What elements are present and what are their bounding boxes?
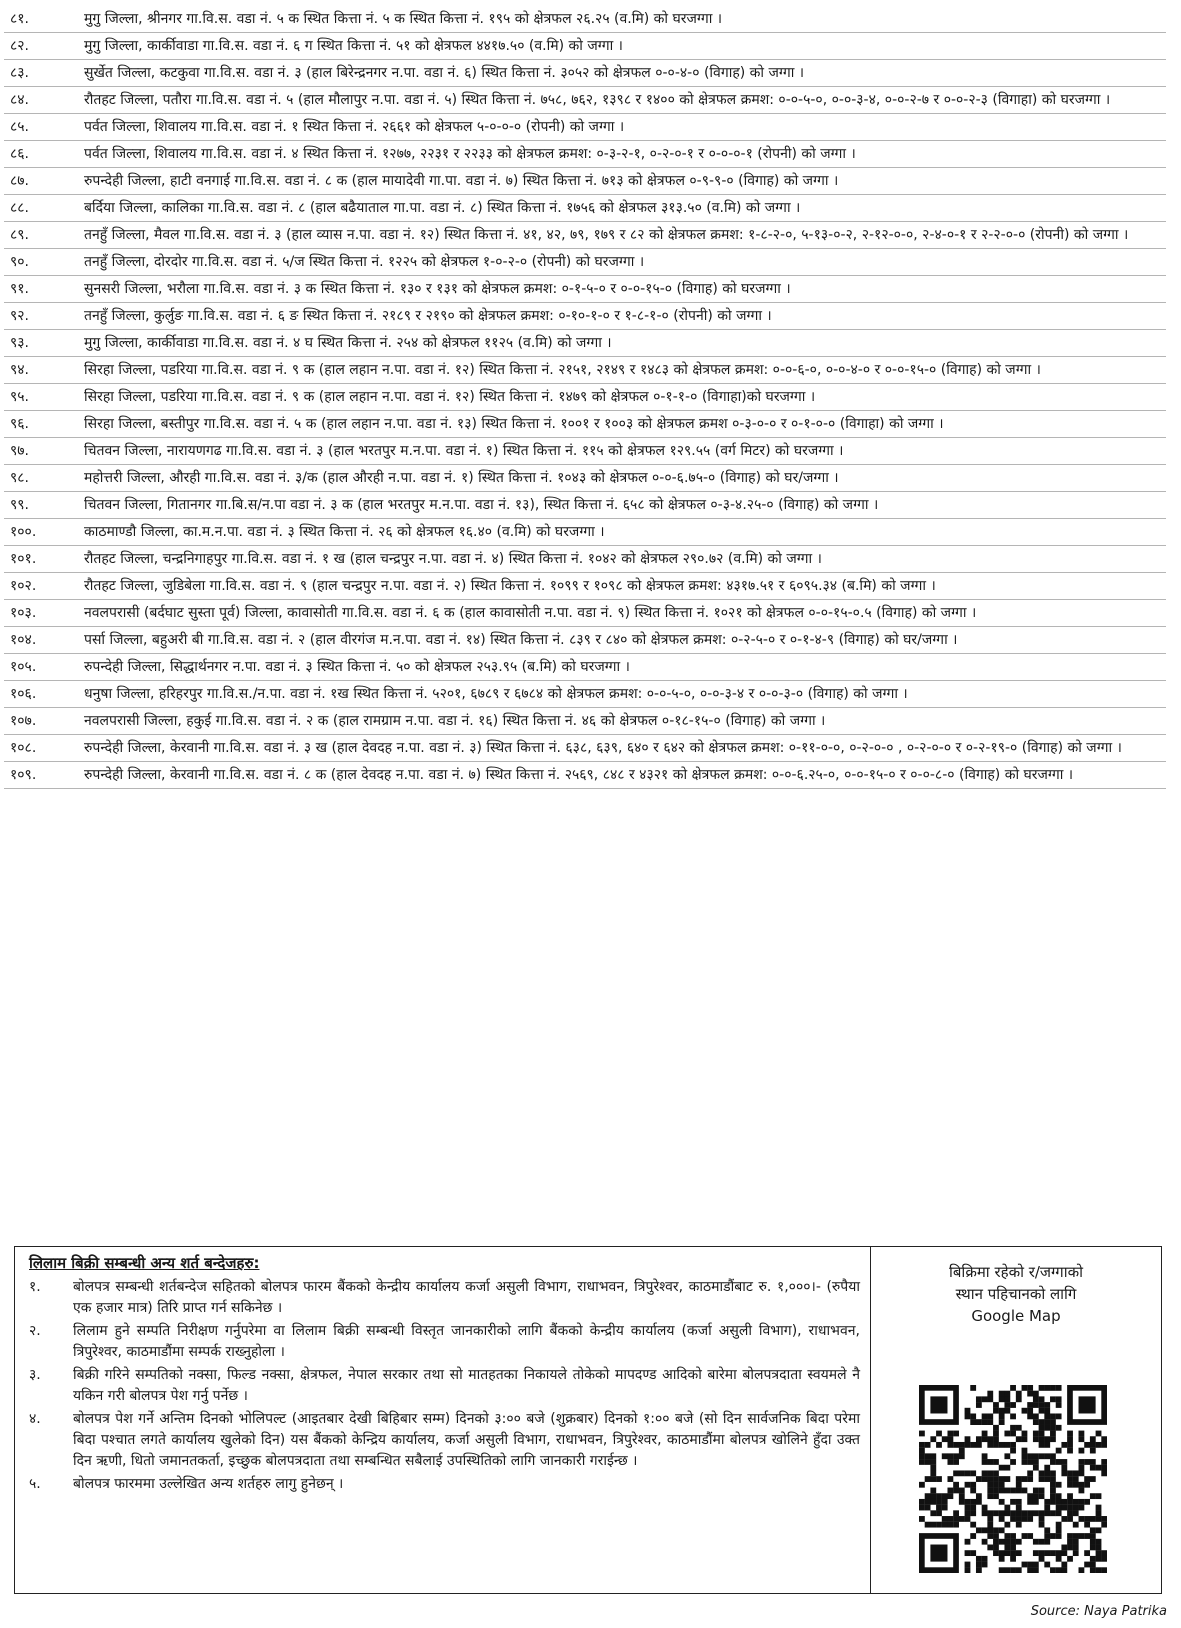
- list-item-number: ९६.: [10, 416, 30, 432]
- list-item-number: १०५.: [10, 659, 37, 675]
- list-item-text: चितवन जिल्ला, गितानगर गा.बि.स/न.पा वडा नं. ३ क (हाल भरतपुर म.न.पा. वडा नं. १३), स्थित कित्ता नं. ६५८ को क्षेत्रफल ०-३-४.२५-० (विगाह) को जग्गा ।: [84, 497, 879, 513]
- list-item-number: ८५.: [10, 119, 30, 135]
- list-item-text: रुपन्देही जिल्ला, केरवानी गा.वि.स. वडा नं. ३ ख (हाल देवदह न.पा. वडा नं. ३) स्थित कित्ता नं. ६३८, ६३९, ६४० र ६४२ को क्षेत्रफल क्रमश: ०-११-०-०, ०-२-०-० , ०-२-०-० र ०-२-१९-० (विगाह) को जग्गा ।: [84, 740, 1122, 756]
- list-item: [4, 168, 1166, 195]
- list-item: [4, 6, 1166, 33]
- list-item: [4, 411, 1166, 438]
- list-item-text: मुगु जिल्ला, श्रीनगर गा.वि.स. वडा नं. ५ क स्थित कित्ता नं. ५ क स्थित कित्ता नं. १९५ को क्षेत्रफल २६.२५ (व.मि) को घरजग्गा ।: [84, 11, 723, 27]
- list-item: [4, 519, 1166, 546]
- list-item-text: पर्वत जिल्ला, शिवालय गा.वि.स. वडा नं. १ स्थित कित्ता नं. २६६१ को क्षेत्रफल ५-०-०-० (रोपनी) को जग्गा ।: [84, 119, 625, 135]
- terms-heading: लिलाम बिक्री सम्बन्धी अन्य शर्त बन्देजहरु:: [29, 1254, 260, 1272]
- list-item-number: ९४.: [10, 362, 30, 378]
- term-item: [29, 1277, 860, 1319]
- list-item-text: रुपन्देही जिल्ला, केरवानी गा.वि.स. वडा नं. ८ क (हाल देवदह न.पा. वडा नं. ७) स्थित कित्ता नं. २५६९, ८४८ र ४३२१ को क्षेत्रफल क्रमश: ०-०-६.२५-०, ०-०-१५-० र ०-०-८-० (विगाह) को घरजग्गा ।: [84, 767, 1074, 783]
- list-item: [4, 654, 1166, 681]
- list-item: [4, 492, 1166, 519]
- list-item-text: नवलपरासी जिल्ला, हकुई गा.वि.स. वडा नं. २ क (हाल रामग्राम न.पा. वडा नं. १६) स्थित कित्ता नं. ४६ को क्षेत्रफल ०-१८-१५-० (विगाह) को जग्गा ।: [84, 713, 826, 729]
- list-item: [4, 573, 1166, 600]
- term-item: [29, 1474, 860, 1495]
- term-number: २.: [29, 1323, 41, 1339]
- list-item-text: धनुषा जिल्ला, हरिहरपुर गा.वि.स./न.पा. वडा नं. १ख स्थित कित्ता नं. ५२०१, ६७८९ र ६७८४ को क्षेत्रफल क्रमश: ०-०-५-०, ०-०-३-४ र ०-०-३-० (विगाह) को जग्गा ।: [84, 686, 908, 702]
- list-item: [4, 735, 1166, 762]
- list-item: [4, 681, 1166, 708]
- property-list: [4, 6, 1166, 789]
- list-item-number: ८१.: [10, 11, 30, 27]
- list-item-number: ८८.: [10, 200, 30, 216]
- list-item-number: ९२.: [10, 308, 30, 324]
- list-item: [4, 384, 1166, 411]
- list-item-text: पर्वत जिल्ला, शिवालय गा.वि.स. वडा नं. ४ स्थित कित्ता नं. १२७७, २२३१ र २२३३ को क्षेत्रफल क्रमश: ०-३-२-१, ०-२-०-१ र ०-०-०-१ (रोपनी) को जग्गा ।: [84, 146, 856, 162]
- list-item: [4, 708, 1166, 735]
- list-item-number: ८२.: [10, 38, 30, 54]
- term-number: १.: [29, 1279, 41, 1295]
- list-item-number: ८७.: [10, 173, 30, 189]
- list-item-number: ८६.: [10, 146, 30, 162]
- list-item-text: नवलपरासी (बर्दघाट सुस्ता पूर्व) जिल्ला, कावासोती गा.वि.स. वडा नं. ६ क (हाल कावासोती न.पा. वडा नं. ९) स्थित कित्ता नं. १०२१ को क्षेत्रफल ०-०-१५-०.५ (विगाह) को जग्गा ।: [84, 605, 977, 621]
- list-item: [4, 600, 1166, 627]
- list-item-number: ९९.: [10, 497, 30, 513]
- list-item-number: १०७.: [10, 713, 37, 729]
- list-item-text: रुपन्देही जिल्ला, हाटी वनगाई गा.वि.स. वडा नं. ८ क (हाल मायादेवी गा.पा. वडा नं. ७) स्थित कित्ता नं. ७१३ को क्षेत्रफल ०-९-९-० (विगाह) को जग्गा ।: [84, 173, 839, 189]
- list-item-text: सुर्खेत जिल्ला, कटकुवा गा.वि.स. वडा नं. ३ (हाल बिरेन्द्रनगर न.पा. वडा नं. ६) स्थित कित्ता नं. ३०५२ को क्षेत्रफल ०-०-४-० (विगाह) को जग्गा ।: [84, 65, 805, 81]
- list-item: [4, 276, 1166, 303]
- term-text: बोलपत्र पेश गर्ने अन्तिम दिनको भोलिपल्ट (आइतबार देखी बिहिबार सम्म) दिनको ३:०० बजे (शुक्रबार) दिनको १:०० बजे (सो दिन सार्वजनिक बिदा परेमा बिदा पश्चात लगते कार्यालय खुलेको दिन) यस बैंकको केन्द्रिय कार्यालय, कर्जा असुली विभाग, राधाभवन, त्रिपुरेश्वर, काठमाडौंमा बोलपत्र खोलिने हुँदा उक्त दिन ऋणी, धितो जमानतकर्ता, इच्छुक बोलपत्रदाता तथा सम्बन्धित सबैलाई उपस्थितिको लागि जानकारी गराईन्छ ।: [73, 1411, 860, 1469]
- term-text: लिलाम हुने सम्पति निरीक्षण गर्नुपरेमा वा लिलाम बिक्री सम्बन्धी विस्तृत जानकारीको लागि बैंकको केन्द्रीय कार्यालय (कर्जा असुली विभाग), राधाभवन, त्रिपुरेश्वर, काठमाडौंमा सम्पर्क राख्नुहोला ।: [73, 1323, 860, 1360]
- list-item: [4, 249, 1166, 276]
- list-item-text: सुनसरी जिल्ला, भरौला गा.वि.स. वडा नं. ३ क स्थित कित्ता नं. १३० र १३१ को क्षेत्रफल क्रमश: ०-१-५-० र ०-०-१५-० (विगाह) को घरजग्गा ।: [84, 281, 791, 297]
- list-item-number: १०३.: [10, 605, 37, 621]
- map-caption-line-2: स्थान पहिचानको लागि: [955, 1285, 1077, 1303]
- term-number: ५.: [29, 1476, 41, 1492]
- google-map-section: [871, 1247, 1161, 1593]
- list-item: [4, 762, 1166, 789]
- list-item: [4, 303, 1166, 330]
- term-text: बोलपत्र सम्बन्धी शर्तबन्देज सहितको बोलपत्र फारम बैंकको केन्द्रीय कार्यालय कर्जा असुली विभाग, राधाभवन, त्रिपुरेश्वर, काठमाडौंबाट रु. १,०००।- (रुपैया एक हजार मात्र) तिरि प्राप्त गर्न सकिनेछ ।: [73, 1279, 860, 1316]
- list-item: [4, 330, 1166, 357]
- qr-code-icon[interactable]: [919, 1385, 1107, 1573]
- list-item: [4, 357, 1166, 384]
- map-caption-line-3: Google Map: [971, 1307, 1061, 1325]
- map-caption: [881, 1261, 1151, 1327]
- term-text: बिक्री गरिने सम्पतिको नक्सा, फिल्ड नक्सा, क्षेत्रफल, नेपाल सरकार तथा सो मातहतका निकायले तोकेको मापदण्ड आदिको बारेमा बोलपत्रदाता स्वयमले नै यकिन गरी बोलपत्र पेश गर्नु पर्नेछ ।: [73, 1367, 860, 1404]
- list-item-text: रौतहट जिल्ला, चन्द्रनिगाहपुर गा.वि.स. वडा नं. १ ख (हाल चन्द्रपुर न.पा. वडा नं. ४) स्थित कित्ता नं. १०४२ को क्षेत्रफल २९०.७२ (व.मि) को जग्गा ।: [84, 551, 822, 567]
- term-text: बोलपत्र फारममा उल्लेखित अन्य शर्तहरु लागु हुनेछन् ।: [73, 1476, 344, 1492]
- list-item-text: रौतहट जिल्ला, जुडिबेला गा.वि.स. वडा नं. ९ (हाल चन्द्रपुर न.पा. वडा नं. २) स्थित कित्ता नं. १०९९ र १०९८ को क्षेत्रफल क्रमश: ४३१७.५१ र ६०९५.३४ (ब.मि) को जग्गा ।: [84, 578, 936, 594]
- list-item-text: काठमाण्डौ जिल्ला, का.म.न.पा. वडा नं. ३ स्थित कित्ता नं. २६ को क्षेत्रफल १६.४० (व.मि) को घरजग्गा ।: [84, 524, 605, 540]
- list-item: [4, 465, 1166, 492]
- list-item-number: १०६.: [10, 686, 37, 702]
- term-item: [29, 1321, 860, 1363]
- list-item-number: ९१.: [10, 281, 30, 297]
- list-item-number: १००.: [10, 524, 37, 540]
- list-item-number: १०४.: [10, 632, 37, 648]
- list-item-number: ९५.: [10, 389, 30, 405]
- list-item-text: पर्सा जिल्ला, बहुअरी बी गा.वि.स. वडा नं. २ (हाल वीरगंज म.न.पा. वडा नं. १४) स्थित कित्ता नं. ८३९ र ८४० को क्षेत्रफल क्रमश: ०-२-५-० र ०-१-४-९ (विगाह) को घर/जग्गा ।: [84, 632, 958, 648]
- list-item-text: चितवन जिल्ला, नारायणगढ गा.वि.स. वडा नं. ३ (हाल भरतपुर म.न.पा. वडा नं. १) स्थित कित्ता नं. ११५ को क्षेत्रफल १२९.५५ (वर्ग मिटर) को घरजग्गा ।: [84, 443, 844, 459]
- list-item-text: मुगु जिल्ला, कार्कीवाडा गा.वि.स. वडा नं. ६ ग स्थित कित्ता नं. ५१ को क्षेत्रफल ४४१७.५० (व.मि) को जग्गा ।: [84, 38, 623, 54]
- list-item-text: तनहुँ जिल्ला, मैवल गा.वि.स. वडा नं. ३ (हाल व्यास न.पा. वडा नं. १२) स्थित कित्ता नं. ४१, ४२, ७९, १७९ र ८२ को क्षेत्रफल क्रमश: १-८-२-०, ५-१३-०-२, २-१२-०-०, २-४-०-१ र २-२-०-० (रोपनी) को जग्गा ।: [84, 227, 1129, 243]
- list-item: [4, 627, 1166, 654]
- list-item-number: ८४.: [10, 92, 30, 108]
- list-item-number: ९३.: [10, 335, 30, 351]
- list-item-text: तनहुँ जिल्ला, कुर्लुङ गा.वि.स. वडा नं. ६ ङ स्थित कित्ता नं. २१८९ र २१९० को क्षेत्रफल क्रमश: ०-१०-१-० र १-८-१-० (रोपनी) को जग्गा ।: [84, 308, 772, 324]
- source-credit: Source: Naya Patrika: [1030, 1604, 1167, 1619]
- terms-box: [14, 1246, 1162, 1594]
- list-item-number: ८३.: [10, 65, 30, 81]
- list-item-text: रुपन्देही जिल्ला, सिद्धार्थनगर न.पा. वडा नं. ३ स्थित कित्ता नं. ५० को क्षेत्रफल २५३.९५ (ब.मि) को घरजग्गा ।: [84, 659, 630, 675]
- list-item-number: १०१.: [10, 551, 37, 567]
- term-item: [29, 1365, 860, 1407]
- list-item-number: १०२.: [10, 578, 37, 594]
- list-item-number: १०८.: [10, 740, 37, 756]
- list-item-number: ९७.: [10, 443, 30, 459]
- map-caption-line-1: बिक्रिमा रहेको र/जग्गाको: [948, 1263, 1084, 1281]
- list-item: [4, 438, 1166, 465]
- list-item-text: तनहुँ जिल्ला, दोरदोर गा.वि.स. वडा नं. ५/ज स्थित कित्ता नं. १२२५ को क्षेत्रफल १-०-२-० (रोपनी) को घरजग्गा ।: [84, 254, 645, 270]
- term-number: ४.: [29, 1411, 41, 1427]
- list-item: [4, 60, 1166, 87]
- terms-list: [15, 1277, 870, 1495]
- list-item-text: मुगु जिल्ला, कार्कीवाडा गा.वि.स. वडा नं. ४ घ स्थित कित्ता नं. २५४ को क्षेत्रफल ११२५ (व.मि) को जग्गा ।: [84, 335, 612, 351]
- list-item-text: सिरहा जिल्ला, पडरिया गा.वि.स. वडा नं. ९ क (हाल लहान न.पा. वडा नं. १२) स्थित कित्ता नं. १४७९ को क्षेत्रफल ०-१-१-० (विगाहा)को घरजग्गा ।: [84, 389, 816, 405]
- terms-section: [15, 1247, 871, 1593]
- term-number: ३.: [29, 1367, 41, 1383]
- list-item-number: ९८.: [10, 470, 30, 486]
- list-item-text: रौतहट जिल्ला, पतौरा गा.वि.स. वडा नं. ५ (हाल मौलापुर न.पा. वडा नं. ५) स्थित कित्ता नं. ७५८, ७६२, १३९८ र १४०० को क्षेत्रफल क्रमश: ०-०-५-०, ०-०-३-४, ०-०-२-७ र ०-०-२-३ (विगाहा) को घरजग्गा ।: [84, 92, 1111, 108]
- list-item-number: ९०.: [10, 254, 30, 270]
- list-item-number: १०९.: [10, 767, 37, 783]
- list-item: [4, 141, 1166, 168]
- list-item: [4, 33, 1166, 60]
- list-item: [4, 195, 1166, 222]
- list-item-text: सिरहा जिल्ला, बस्तीपुर गा.वि.स. वडा नं. ५ क (हाल लहान न.पा. वडा नं. १३) स्थित कित्ता नं. १००१ र १००३ को क्षेत्रफल क्रमश ०-३-०-० र ०-१-०-० (विगाहा) को जग्गा ।: [84, 416, 944, 432]
- list-item-number: ८९.: [10, 227, 30, 243]
- list-item-text: सिरहा जिल्ला, पडरिया गा.वि.स. वडा नं. ९ क (हाल लहान न.पा. वडा नं. १२) स्थित कित्ता नं. २१५१, २१४९ र १४८३ को क्षेत्रफल क्रमश: ०-०-६-०, ०-०-४-० र ०-०-१५-० (विगाह) को जग्गा ।: [84, 362, 1041, 378]
- list-item: [4, 546, 1166, 573]
- list-item: [4, 222, 1166, 249]
- term-item: [29, 1409, 860, 1472]
- list-item: [4, 114, 1166, 141]
- list-item: [4, 87, 1166, 114]
- list-item-text: महोत्तरी जिल्ला, औरही गा.वि.स. वडा नं. ३/क (हाल औरही न.पा. वडा नं. १) स्थित कित्ता नं. १०४३ को क्षेत्रफल ०-०-६.७५-० (विगाह) को घर/जग्गा ।: [84, 470, 839, 486]
- list-item-text: बर्दिया जिल्ला, कालिका गा.वि.स. वडा नं. ८ (हाल बढैयाताल गा.पा. वडा नं. ८) स्थित कित्ता नं. १७५६ को क्षेत्रफल ३१३.५० (व.मि) को जग्गा ।: [84, 200, 801, 216]
